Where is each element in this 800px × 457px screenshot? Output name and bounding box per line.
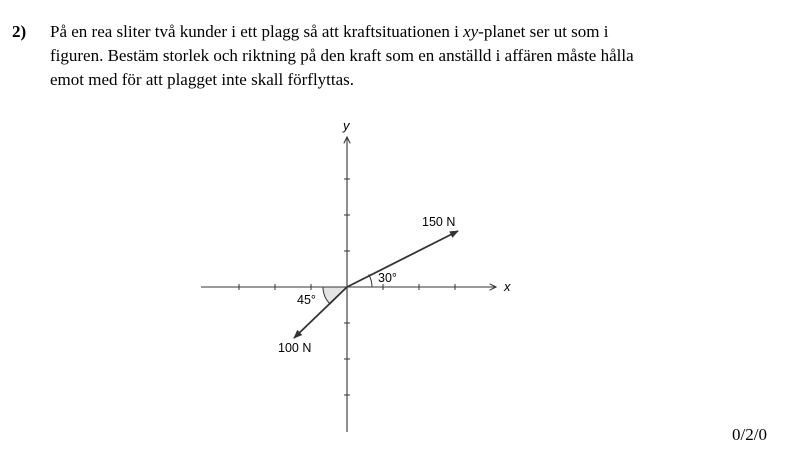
angle-45-label: 45° — [297, 293, 316, 307]
problem-text-line-2: figuren. Bestäm storlek och riktning på den kraft som en anställd i affären måste hålla — [50, 46, 634, 65]
problem-text-line-3: emot med för att plagget inte skall förflyttas. — [50, 70, 355, 89]
score-label: 0/2/0 — [732, 425, 767, 444]
force-100n-label: 100 N — [278, 341, 312, 355]
problem-text-line-1-end: -planet ser ut som i — [478, 22, 609, 41]
y-axis-label: y — [343, 118, 350, 133]
problem-text-line-1-start: På en rea sliter två kunder i ett plagg så att kraftsituationen i — [50, 22, 464, 41]
force-vector-150n — [347, 231, 458, 287]
problem-number: 2) — [12, 22, 27, 41]
x-axis-label: x — [504, 279, 511, 294]
angle-30-label: 30° — [378, 271, 397, 285]
plane-variable: xy — [463, 22, 479, 41]
force-150n-label: 150 N — [422, 215, 456, 229]
